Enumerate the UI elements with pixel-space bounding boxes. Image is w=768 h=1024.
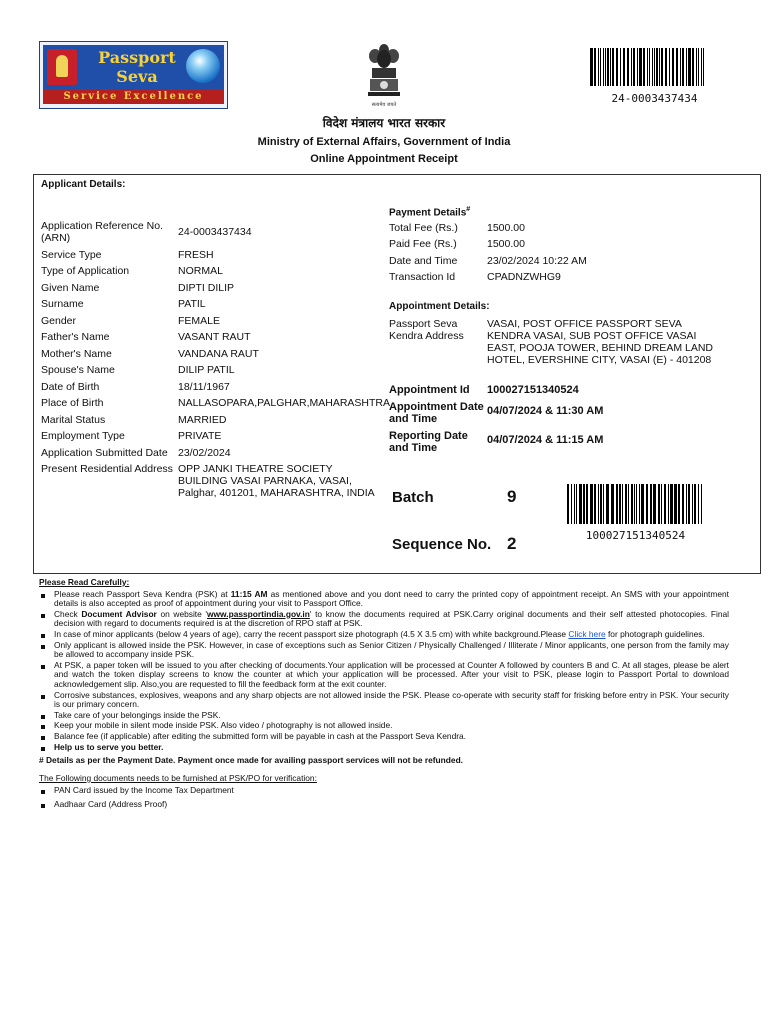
barcode-bar [590, 48, 593, 86]
instruction-item: Only applicant is allowed inside the PSK. However, in case of exceptions such as Senior Citizen / Physically Challenged / Illiterate / Minor applicants, one person from the family may be allowed to accompany inside PSK. [39, 641, 729, 660]
barcode-bar [646, 484, 648, 524]
value-marital-status: MARRIED [178, 414, 227, 426]
payment-heading-text: Payment Details [389, 207, 467, 219]
document-advisor-emphasis: Document Advisor [81, 608, 157, 619]
barcode-bar [571, 484, 572, 524]
value-given-name: DIPTI DILIP [178, 282, 235, 294]
barcode-bar [654, 48, 655, 86]
barcode-bar [610, 48, 611, 86]
barcode-bar [619, 484, 621, 524]
barcode-bar [698, 484, 699, 524]
barcode-bar [701, 484, 702, 524]
appointment-barcode-number: 100027151340524 [585, 529, 686, 542]
barcode-bar [574, 484, 575, 524]
barcode-bar [633, 48, 635, 86]
instructions-heading: Please Read Carefully: [39, 577, 130, 587]
barcode-bar [623, 48, 625, 86]
barcode-bar [688, 48, 691, 86]
barcode-bar [659, 48, 660, 86]
value-transaction-id: CPADNZWHG9 [487, 271, 561, 283]
barcode-bar [649, 48, 650, 86]
hindi-ministry-title: विदेश मंत्रालय भारत सरकार [322, 116, 446, 130]
label-residential-address: Present Residential Address [41, 463, 173, 475]
barcode-bar [636, 484, 637, 524]
instruction-item: Balance fee (if applicable) after editing the submitted form will be payable in cash at the Passport Seva Kendra. [39, 732, 729, 742]
instruction-text: Check [54, 608, 82, 619]
payment-heading-mark: # [466, 206, 471, 213]
barcode-bar [661, 48, 663, 86]
label-application-type: Type of Application [41, 265, 130, 277]
value-surname: PATIL [178, 298, 206, 310]
label-paid-fee: Paid Fee (Rs.) [389, 238, 457, 250]
barcode-bar [576, 484, 577, 524]
barcode-bar [606, 484, 609, 524]
barcode-bar [641, 484, 644, 524]
label-service-type: Service Type [41, 249, 102, 261]
barcode-bar [639, 48, 642, 86]
label-mother-name: Mother's Name [41, 348, 112, 360]
reporting-time-emphasis: 11:15 AM [230, 588, 268, 599]
value-total-fee: 1500.00 [487, 222, 525, 234]
logo-tagline: Service Excellence [43, 89, 224, 104]
barcode-bar [674, 484, 677, 524]
barcode-bar [676, 48, 678, 86]
barcode-bar [678, 484, 680, 524]
instruction-text: for photograph guidelines. [605, 628, 705, 639]
label-employment-type: Employment Type [41, 430, 125, 442]
passport-seva-logo [39, 41, 228, 109]
instruction-item [39, 610, 729, 629]
barcode-bar [694, 484, 696, 524]
barcode-bar [627, 48, 629, 86]
value-payment-datetime: 23/02/2024 10:22 AM [487, 255, 587, 267]
label-given-name: Given Name [41, 282, 100, 294]
instruction-item: At PSK, a paper token will be issued to you after checking of documents.Your application will be processed at Counter A followed by counters B and C. At all stages, please be alert and watch the token display screens to know the counter at which your application will be processed. After your visit to PSK, please login to Passport Portal to download acknowledgement slip. Also,you are requested to fill the feedback form at the exit counter. [39, 661, 729, 690]
instruction-text: In case of minor applicants (below 4 years of age), carry the recent passport size photograph (4.5 X 3.5 cm) with white background.Please [54, 628, 569, 639]
label-appointment-id: Appointment Id [389, 384, 470, 396]
instruction-item [39, 590, 729, 609]
value-paid-fee: 1500.00 [487, 238, 525, 250]
barcode-bar [686, 484, 687, 524]
barcode-bar [594, 48, 596, 86]
label-appointment-datetime: Appointment Date and Time [389, 401, 484, 425]
barcode-bar [665, 48, 667, 86]
ministry-title: Ministry of External Affairs, Government of India [257, 136, 511, 148]
appointment-details-heading: Appointment Details: [389, 301, 490, 312]
barcode-bar [703, 48, 704, 86]
value-place-of-birth: NALLASOPARA,PALGHAR,MAHARASHTRA [178, 397, 390, 409]
value-mother-name: VANDANA RAUT [178, 348, 259, 360]
barcode-bar [603, 484, 604, 524]
barcode-bar [567, 484, 569, 524]
value-arn: 24-0003437434 [178, 226, 252, 238]
sequence-value: 2 [507, 534, 517, 553]
emblem-badge-icon [47, 49, 77, 85]
logo-text [85, 48, 189, 86]
barcode-bar [598, 484, 599, 524]
barcode-bar [652, 48, 653, 86]
barcode-bar [670, 484, 673, 524]
barcode-bar [701, 48, 702, 86]
barcode-bar [692, 484, 693, 524]
instruction-text: on website ' [156, 608, 208, 619]
barcode-bar [692, 48, 694, 86]
label-payment-datetime: Date and Time [389, 255, 458, 267]
value-residential-address: OPP JANKI THEATRE SOCIETY BUILDING VASAI PARNAKA, VASAI, Palghar, 401201, MAHARASHTRA, INDIA [178, 463, 375, 499]
arn-barcode-number: 24-0003437434 [611, 92, 698, 105]
barcode-bar [603, 48, 604, 86]
value-date-of-birth: 18/11/1967 [178, 381, 230, 393]
applicant-details-heading: Applicant Details: [41, 179, 126, 190]
payment-details-heading [389, 206, 470, 218]
barcode-bar [637, 48, 638, 86]
value-employment-type: PRIVATE [178, 430, 222, 442]
label-surname: Surname [41, 298, 84, 310]
label-reporting-datetime: Reporting Date and Time [389, 430, 468, 454]
barcode-bar [594, 484, 596, 524]
barcode-bar [686, 48, 687, 86]
barcode-bar [579, 484, 582, 524]
document-item: Aadhaar Card (Address Proof) [39, 800, 729, 810]
label-gender: Gender [41, 315, 77, 327]
label-date-of-birth: Date of Birth [41, 381, 100, 393]
instruction-text: as mentioned above and you dont need to carry the printed copy of appointment receipt. An SMS with your appointment details is also accepted as proof of appointment during your visit to Passport Office. [54, 588, 730, 609]
barcode-bar [583, 484, 585, 524]
instruction-text: Please reach Passport Seva Kendra (PSK) at [54, 588, 231, 599]
barcode-bar [643, 48, 645, 86]
value-spouse-name: DILIP PATIL [178, 364, 235, 376]
instruction-item: Help us to serve you better. [39, 743, 729, 753]
barcode-bar [688, 484, 690, 524]
value-service-type: FRESH [178, 249, 214, 261]
instruction-text: ' to know the documents required at PSK.Carry original documents and their self attested photocopies. Final decision with regard to documents required is at the discretion of RPO staff at PSK. [54, 608, 729, 629]
barcode-bar [616, 48, 618, 86]
barcode-bar [620, 48, 621, 86]
batch-value: 9 [507, 487, 517, 506]
barcode-bar [600, 48, 601, 86]
label-submitted-date: Application Submitted Date [41, 447, 168, 459]
value-psk-address: VASAI, POST OFFICE PASSPORT SEVA KENDRA VASAI, SUB POST OFFICE VASAI EAST, POOJA TOWER, BEHIND DREAM LAND HOTEL, EVERSHINE CITY, VASAI (E) - 401208 [487, 318, 713, 366]
barcode-bar [661, 484, 662, 524]
value-reporting-datetime: 04/07/2024 & 11:15 AM [487, 434, 604, 446]
photo-guidelines-link[interactable]: Click here [568, 628, 606, 639]
barcode-bar [598, 48, 599, 86]
logo-panel [43, 45, 224, 89]
value-application-type: NORMAL [178, 265, 223, 277]
barcode-bar [607, 48, 609, 86]
barcode-bar [631, 484, 633, 524]
barcode-bar [631, 48, 632, 86]
barcode-bar [586, 484, 588, 524]
emblem-caption: सत्यमेव जयते [371, 102, 397, 108]
value-appointment-datetime: 04/07/2024 & 11:30 AM [487, 405, 604, 417]
barcode-bar [653, 484, 656, 524]
label-transaction-id: Transaction Id [389, 271, 456, 283]
sequence-label: Sequence No. [392, 536, 492, 553]
logo-line1: Passport [98, 48, 176, 67]
barcode-bar [612, 48, 614, 86]
value-gender: FEMALE [178, 315, 221, 327]
barcode-bar [668, 484, 669, 524]
barcode-bar [616, 484, 618, 524]
barcode-bar [680, 48, 681, 86]
value-appointment-id: 100027151340524 [487, 384, 579, 396]
label-total-fee: Total Fee (Rs.) [389, 222, 458, 234]
national-emblem-icon [362, 42, 406, 112]
instruction-item [39, 630, 729, 640]
barcode-bar [682, 48, 684, 86]
instructions-section [39, 578, 729, 813]
label-place-of-birth: Place of Birth [41, 397, 104, 409]
label-marital-status: Marital Status [41, 414, 106, 426]
barcode-bar [590, 484, 593, 524]
barcode-bar [672, 48, 674, 86]
instruction-item: Take care of your belongings inside the PSK. [39, 711, 729, 721]
instruction-item: Keep your mobile in silent mode inside PSK. Also video / photography is not allowed inside. [39, 721, 729, 731]
barcode-bar [611, 484, 614, 524]
label-psk-address: Passport Seva Kendra Address [389, 318, 464, 342]
label-spouse-name: Spouse's Name [41, 364, 115, 376]
label-father-name: Father's Name [41, 331, 110, 343]
barcode-bar [698, 48, 699, 86]
value-submitted-date: 23/02/2024 [178, 447, 231, 459]
payment-refund-note: # Details as per the Payment Date. Payment once made for availing passport services will not be refunded. [39, 755, 464, 766]
globe-icon [186, 49, 220, 83]
barcode-bar [605, 48, 606, 86]
value-father-name: VASANT RAUT [178, 331, 251, 343]
appointment-barcode [567, 484, 704, 524]
documents-heading: The Following documents needs to be furnished at PSK/PO for verification: [39, 772, 317, 783]
document-item: PAN Card issued by the Income Tax Department [39, 786, 729, 796]
receipt-title: Online Appointment Receipt [310, 153, 458, 165]
barcode-bar [656, 48, 658, 86]
batch-label: Batch [392, 489, 434, 506]
website-link[interactable]: www.passportindia.gov.in [207, 608, 310, 619]
barcode-bar [628, 484, 629, 524]
barcode-bar [696, 48, 697, 86]
arn-barcode [590, 48, 705, 86]
barcode-bar [634, 484, 635, 524]
barcode-bar [622, 484, 623, 524]
barcode-bar [647, 48, 648, 86]
instructions-list [39, 590, 729, 753]
instruction-item: Corrosive substances, explosives, weapons and any sharp objects are not allowed inside the PSK. Please co-operate with security staff for frisking before entry in PSK. Your security is our primary concern. [39, 691, 729, 710]
barcode-bar [650, 484, 652, 524]
label-arn: Application Reference No. (ARN) [41, 220, 163, 244]
barcode-bar [625, 484, 627, 524]
barcode-bar [639, 484, 640, 524]
barcode-bar [682, 484, 684, 524]
documents-list [39, 786, 729, 809]
barcode-bar [669, 48, 670, 86]
logo-line2: Seva [116, 67, 158, 86]
barcode-bar [664, 484, 666, 524]
barcode-bar [658, 484, 660, 524]
barcode-bar [600, 484, 602, 524]
